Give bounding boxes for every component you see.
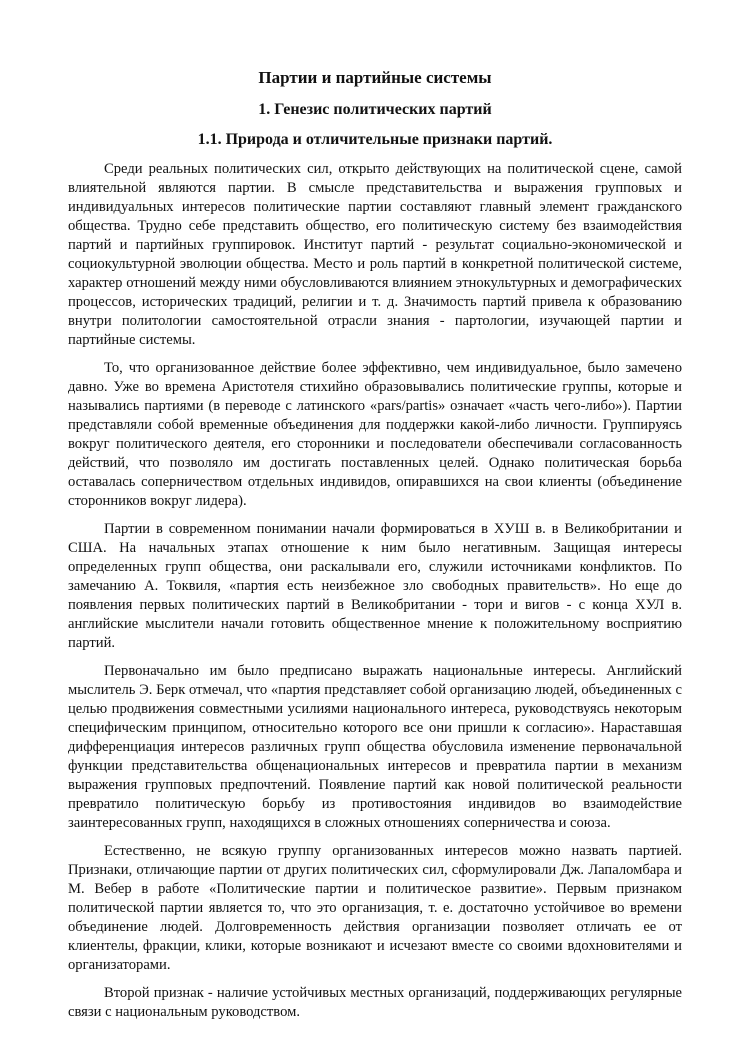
paragraph: То, что организованное действие более эффективно, чем индивидуальное, было замечено давно. Уже во времена Аристотеля стихийно образовывались политические группы, которые и назывались партиями (в переводе с латинского «pars/partis» означает «часть чего-либо»). Партии представляли собой временные объединения для поддержки какой-либо личности. Группируясь вокруг политического деятеля, его сторонники и последователи обеспечивали согласованность действий, что позволяло им достигать поставленных целей. Однако политическая борьба оставалась соперничеством отдельных индивидов, опиравшихся на свои клиенты (объединение сторонников вокруг лидера).: [68, 360, 682, 509]
section-heading: 1. Генезис политических партий: [258, 101, 492, 118]
subsection-heading: 1.1. Природа и отличительные признаки партий.: [197, 131, 553, 148]
document-title: Партии и партийные системы: [258, 68, 492, 87]
paragraph: Среди реальных политических сил, открыто действующих на политической сцене, самой влиятельной являются партии. В смысле представительства и выражения групповых и индивидуальных интересов политические партии составляют главный элемент гражданского общества. Трудно себе представить общество, его политическую систему без взаимодействия партий и партийных группировок. Институт партий - результат социально-экономической и социокультурной эволюции общества. Место и роль партий в конкретной политической системе, характер отношений между ними обусловливаются влиянием этнокультурных и демографических процессов, исторических традиций, религии и т. д. Значимость партий привела к образованию внутри политологии самостоятельной отрасли знания - партологии, изучающей партии и партийные системы.: [68, 161, 682, 348]
paragraph: Партии в современном понимании начали формироваться в ХУШ в. в Великобритании и США. На начальных этапах отношение к ним было негативным. Защищая интересы определенных групп общества, они раскалывали его, служили источниками конфликтов. По замечанию А. Токвиля, «партия есть неизбежное зло свободных правительств». Но еще до появления первых политических партий в Великобритании - тори и вигов - с конца ХУЛ в. английские мыслители начали готовить общественное мнение к положительному восприятию партий.: [68, 521, 682, 651]
document-page: [68, 68, 682, 1031]
paragraph: Первоначально им было предписано выражать национальные интересы. Английский мыслитель Э. Берк отмечал, что «партия представляет собой организацию людей, объединенных с целью продвижения совместными усилиями национального интереса, руководствуясь некоторым специфическим принципом, относительно которого все они пришли к согласию». Нараставшая дифференциация интересов различных групп общества обусловила изменение первоначальной функции представительства общенациональных интересов и превратила партии в механизм выражения групповых предпочтений. Появление партий как новой политической реальности превратило политическую борьбу из противостояния индивидов во взаимодействие заинтересованных групп, находящихся в сложных отношениях соперничества и союза.: [68, 663, 682, 831]
paragraph: Второй признак - наличие устойчивых местных организаций, поддерживающих регулярные связи с национальным руководством.: [68, 985, 682, 1020]
paragraph: Естественно, не всякую группу организованных интересов можно назвать партией. Признаки, отличающие партии от других политических сил, сформулировали Дж. Лапаломбара и М. Вебер в работе «Политические партии и политическое развитие». Первым признаком политической партии является то, что это организация, т. е. достаточно устойчивое во времени объединение людей. Долговременность действия организации позволяет отличать ее от клиентелы, фракции, клики, которые возникают и исчезают вместе со своими вдохновителями и организаторами.: [68, 843, 682, 973]
